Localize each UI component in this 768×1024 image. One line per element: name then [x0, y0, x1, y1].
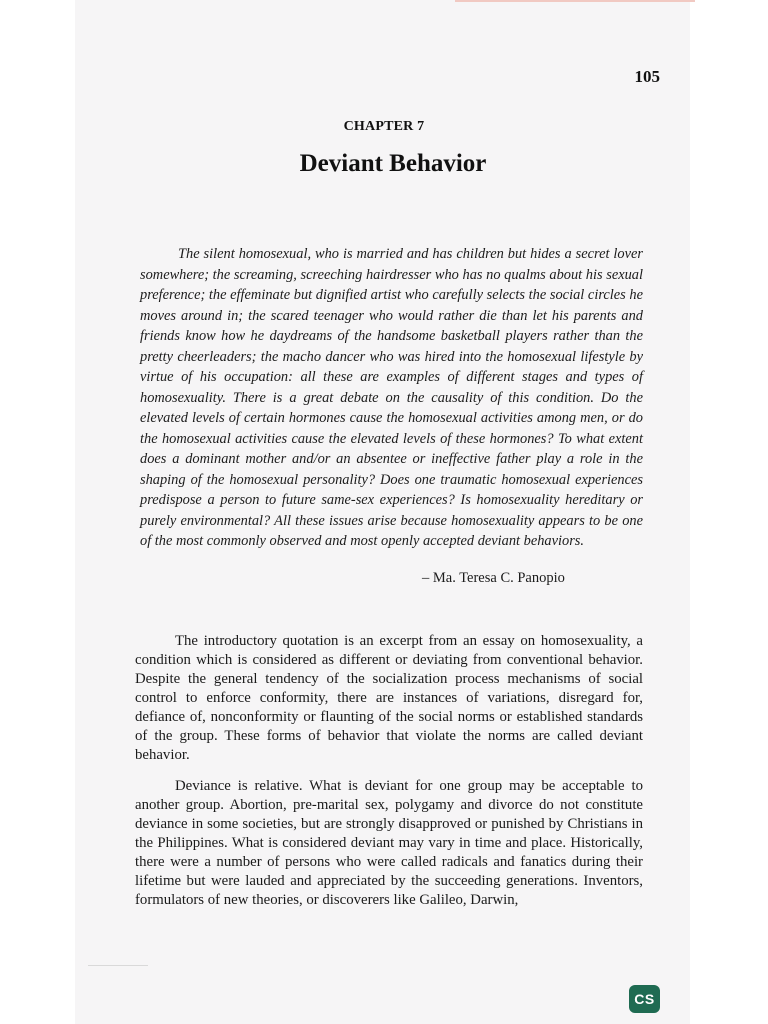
badge-label: CS [634, 991, 655, 1007]
scan-edge-line [455, 0, 695, 2]
scan-bottom-mark [88, 965, 148, 966]
quote-attribution: – Ma. Teresa C. Panopio [422, 570, 565, 586]
epigraph-quote: The silent homosexual, who is married and has children but hides a secret lover somewhere; the screaming, screeching hairdresser who has no qualms about his sexual preference; the effeminate but dignified artist who carefully selects the social circles he moves around in; the scared teenager who would rather die than let his parents and friends know how he daydreams of the handsome basketball players rather than the pretty cheerleaders; the macho dancer who was hired into the homosexual lifestyle by virtue of his occupation: all these are examples of different stages and types of homosexuality. There is a great debate on the causality of this condition. Do the elevated levels of certain hormones cause the homosexual activities among men, or do the homosexual activities cause the elevated levels of these hormones? To what extent does a dominant mother and/or an absentee or ineffective father play a role in the shaping of the homosexual personality? Does one traumatic homosexual experiences predispose a person to future same-sex experiences? Is homosexuality hereditary or purely environmental? All these issues arise because homosexuality appears to be one of the most commonly observed and most openly accepted deviant behaviors. [140, 246, 643, 549]
body-paragraph-2: Deviance is relative. What is deviant for one group may be acceptable to another group. Abortion, pre-marital sex, polygamy and divorce do not constitute deviance in some societies, but are strongly disapproved or punished by Christians in the Philippines. What is considered deviant may vary in time and place. Historically, there were a number of persons who were called radicals and fanatics during their lifetime but were lauded and appreciated by the succeeding generations. Inventors, formulators of new theories, or discoverers like Galileo, Darwin, [135, 778, 643, 908]
chapter-title: Deviant Behavior [299, 150, 487, 177]
camscanner-logo-icon [629, 985, 660, 1013]
body-paragraph-1: The introductory quotation is an excerpt from an essay on homosexuality, a condition which is considered as different or deviating from conventional behavior. Despite the general tendency of the socialization process mechanisms of social control to enforce conformity, there are instances of variations, disregard for, defiance of, nonconformity or flaunting of the social norms or established standards of the group. These forms of behavior that violate the norms are called deviant behavior. [135, 633, 643, 763]
page-number: 105 [634, 67, 660, 86]
chapter-label: CHAPTER 7 [343, 119, 425, 134]
